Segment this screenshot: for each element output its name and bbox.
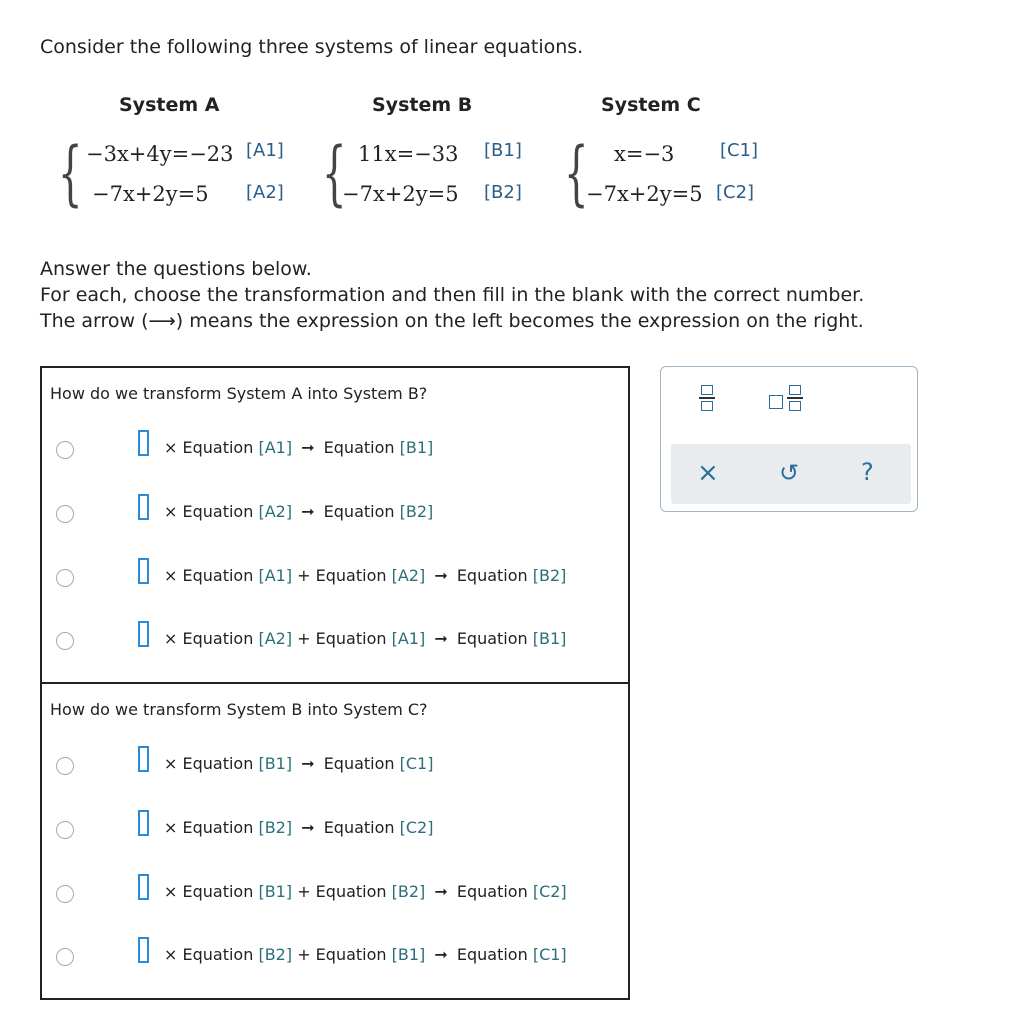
equation-label: Equation — [456, 882, 528, 901]
equation-ref: [A1] — [258, 566, 293, 585]
radio-button[interactable] — [56, 885, 74, 903]
tag-b2: [B2] — [484, 182, 522, 203]
equation-label: Equation — [456, 945, 528, 964]
equation-label: Equation — [456, 566, 528, 585]
target-equation-ref: [C1] — [532, 945, 567, 964]
times-equation-label: × Equation — [164, 629, 254, 648]
instructions — [40, 256, 864, 334]
question-panel-1 — [40, 366, 630, 684]
system-a — [58, 134, 308, 218]
instructions-line1: Answer the questions below. — [40, 258, 312, 280]
number-blank-input[interactable] — [138, 746, 149, 772]
equation-ref: [A2] — [258, 502, 293, 521]
equation-b2: −7x+2y=5 — [342, 182, 459, 206]
plus-equation-label: + Equation — [297, 566, 387, 585]
option-expression — [164, 818, 433, 837]
right-arrow-icon: ➞ — [434, 945, 448, 964]
question-panel-2 — [40, 682, 630, 1000]
mixed-fraction-icon — [787, 385, 803, 411]
brace-icon: { — [322, 132, 347, 214]
system-c-title: System C — [601, 94, 701, 116]
times-equation-label: × Equation — [164, 945, 254, 964]
right-arrow-icon: ➞ — [301, 818, 315, 837]
equation-label: Equation — [323, 754, 395, 773]
tag-c2: [C2] — [716, 182, 755, 203]
intro-text: Consider the following three systems of linear equations. — [40, 36, 584, 58]
radio-button[interactable] — [56, 632, 74, 650]
number-blank-input[interactable] — [138, 810, 149, 836]
number-blank-input[interactable] — [138, 874, 149, 900]
radio-button[interactable] — [56, 569, 74, 587]
brace-icon: { — [564, 132, 589, 214]
target-equation-ref: [B1] — [532, 629, 567, 648]
equation-ref: [A1] — [391, 629, 426, 648]
equation-a1: −3x+4y=−23 — [86, 142, 234, 166]
option-expression — [164, 882, 567, 901]
equation-label: Equation — [323, 818, 395, 837]
plus-equation-label: + Equation — [297, 882, 387, 901]
instructions-line3-pre: The arrow ( — [40, 310, 149, 332]
radio-button[interactable] — [56, 948, 74, 966]
equation-ref: [A1] — [258, 438, 293, 457]
target-equation-ref: [C2] — [399, 818, 434, 837]
brace-icon: { — [58, 132, 83, 214]
option-row[interactable] — [42, 564, 630, 594]
tag-a2: [A2] — [246, 182, 284, 203]
tag-b1: [B1] — [484, 140, 522, 161]
tool-actions-bar — [671, 444, 911, 504]
target-equation-ref: [B2] — [399, 502, 434, 521]
radio-button[interactable] — [56, 821, 74, 839]
number-blank-input[interactable] — [138, 494, 149, 520]
option-row[interactable] — [42, 500, 630, 530]
tag-a1: [A1] — [246, 140, 284, 161]
clear-button[interactable]: × — [697, 458, 719, 488]
plus-equation-label: + Equation — [297, 629, 387, 648]
radio-button[interactable] — [56, 505, 74, 523]
times-equation-label: × Equation — [164, 754, 254, 773]
equation-ref: [B1] — [391, 945, 426, 964]
option-row[interactable] — [42, 943, 630, 973]
undo-button[interactable]: ↺ — [779, 459, 800, 487]
equation-label: Equation — [323, 502, 395, 521]
equation-ref: [B1] — [258, 882, 293, 901]
right-arrow-icon: ➞ — [301, 438, 315, 457]
times-equation-label: × Equation — [164, 818, 254, 837]
radio-button[interactable] — [56, 757, 74, 775]
option-row[interactable] — [42, 752, 630, 782]
option-row[interactable] — [42, 436, 630, 466]
right-arrow-icon: ➞ — [434, 566, 448, 585]
equation-ref: [B2] — [258, 945, 293, 964]
system-a-title: System A — [119, 94, 220, 116]
times-equation-label: × Equation — [164, 882, 254, 901]
option-expression — [164, 945, 567, 964]
fraction-button[interactable] — [699, 385, 715, 411]
equation-b1: 11x=−33 — [358, 142, 459, 166]
option-expression — [164, 438, 433, 457]
equation-ref: [B2] — [391, 882, 426, 901]
instructions-line2: For each, choose the transformation and then fill in the blank with the correct number. — [40, 284, 865, 306]
right-arrow-icon: ➞ — [434, 882, 448, 901]
system-b — [322, 134, 542, 218]
right-arrow-icon: ➞ — [301, 754, 315, 773]
system-b-title: System B — [372, 94, 473, 116]
equation-c2: −7x+2y=5 — [586, 182, 703, 206]
equation-label: Equation — [323, 438, 395, 457]
help-button[interactable]: ? — [861, 458, 874, 486]
target-equation-ref: [B1] — [399, 438, 434, 457]
right-arrow-icon: ➞ — [434, 629, 448, 648]
mixed-number-button[interactable] — [769, 395, 783, 409]
instructions-line3-post: ) means the expression on the left becomes the expression on the right. — [175, 310, 864, 332]
number-blank-input[interactable] — [138, 430, 149, 456]
target-equation-ref: [B2] — [532, 566, 567, 585]
equation-ref: [A2] — [258, 629, 293, 648]
right-arrow-icon: ➞ — [301, 502, 315, 521]
option-expression — [164, 629, 566, 648]
target-equation-ref: [C2] — [532, 882, 567, 901]
option-expression — [164, 754, 433, 773]
times-equation-label: × Equation — [164, 502, 254, 521]
option-expression — [164, 566, 566, 585]
equation-ref: [B2] — [258, 818, 293, 837]
option-expression — [164, 502, 433, 521]
arrow-icon: ⟶ — [148, 310, 176, 332]
tag-c1: [C1] — [720, 140, 759, 161]
system-c — [564, 134, 784, 218]
equation-ref: [A2] — [391, 566, 426, 585]
plus-equation-label: + Equation — [297, 945, 387, 964]
option-row[interactable] — [42, 816, 630, 846]
number-blank-input[interactable] — [138, 621, 149, 647]
number-blank-input[interactable] — [138, 937, 149, 963]
target-equation-ref: [C1] — [399, 754, 434, 773]
times-equation-label: × Equation — [164, 566, 254, 585]
option-row[interactable] — [42, 627, 630, 657]
number-blank-input[interactable] — [138, 558, 149, 584]
instructions-line3 — [40, 308, 864, 334]
times-equation-label: × Equation — [164, 438, 254, 457]
option-row[interactable] — [42, 880, 630, 910]
equation-label: Equation — [456, 629, 528, 648]
math-tools-palette — [660, 366, 918, 512]
equation-a2: −7x+2y=5 — [92, 182, 209, 206]
question-title: How do we transform System B into System C? — [50, 700, 428, 719]
radio-button[interactable] — [56, 441, 74, 459]
question-title: How do we transform System A into System B? — [50, 384, 428, 403]
equation-c1: x=−3 — [614, 142, 675, 166]
equation-ref: [B1] — [258, 754, 293, 773]
